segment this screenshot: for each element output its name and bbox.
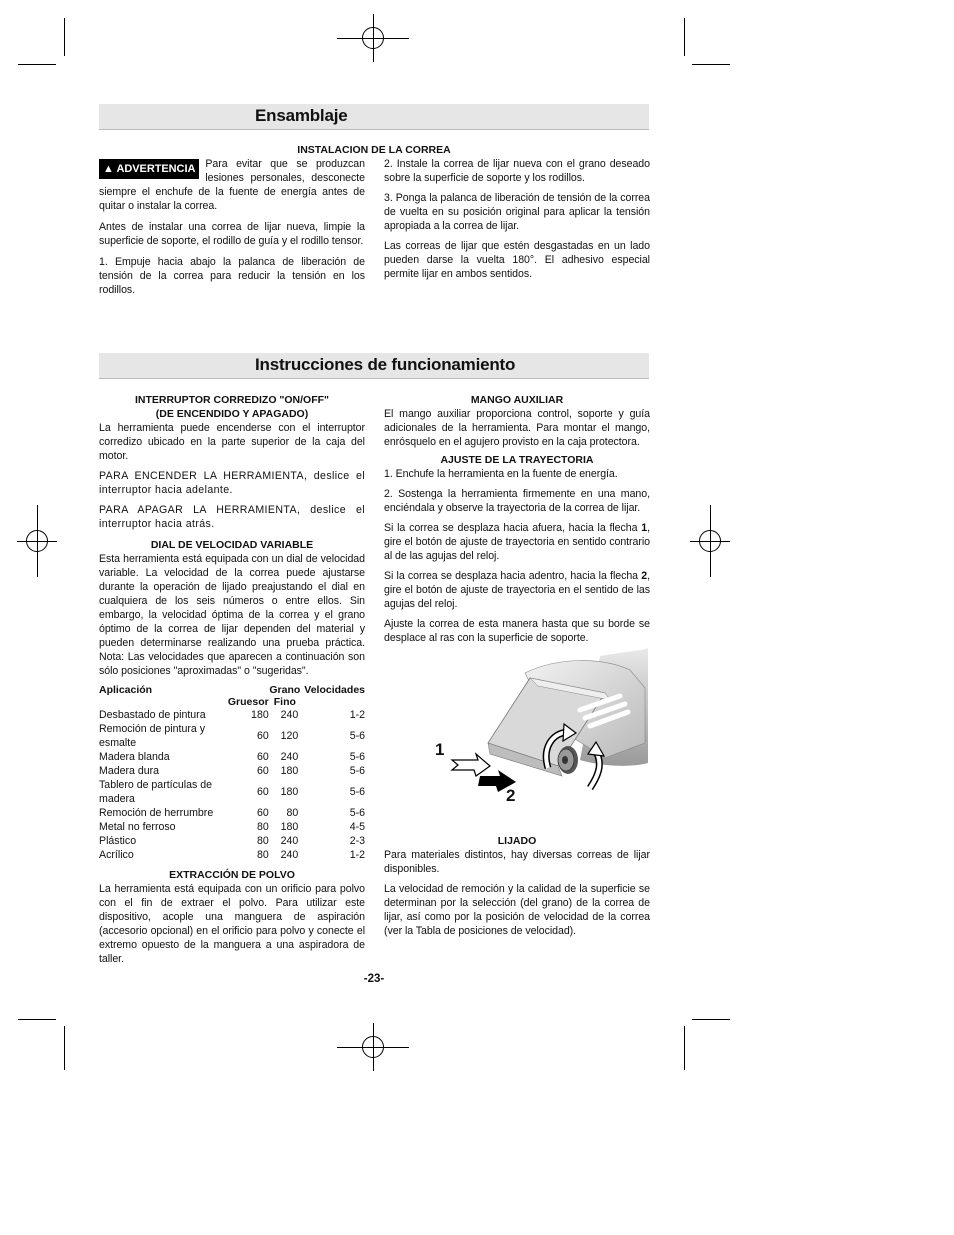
table-cell: 5-6 [349, 786, 365, 798]
warning-paragraph: ▲ ADVERTENCIA Para evitar que se produzcan lesiones personales, desconecte siempre el enchufe de la fuente de energía antes de quitar o instalar la correa. [99, 158, 365, 212]
table-cell: 60 [256, 765, 269, 777]
table-cell: 80 [286, 807, 299, 819]
subsection-heading: MANGO AUXILIAR [470, 394, 564, 406]
subsection-heading: DIAL DE VELOCIDAD VARIABLE [150, 539, 314, 551]
ensamblaje-right-column [384, 157, 650, 281]
table-cell: 60 [256, 751, 269, 763]
figure-label-1: 1 [435, 740, 445, 759]
paragraph: Las correas de lijar que estén desgastadas en un lado pueden darse la vuelta 180°. El adhesivo especial permite lijar en ambos sentidos. [384, 240, 650, 280]
section-title: Instrucciones de funcionamiento [255, 355, 516, 374]
table-cell: Remoción de herrumbre [99, 807, 214, 819]
paragraph: Si la correa se desplaza hacia afuera, hacia la flecha 1, gire el botón de ajuste de trayectoria en sentido contrario al de las agujas del reloj. [384, 522, 650, 562]
table-header: Grano [269, 684, 301, 696]
table-header: Velocidades [304, 684, 365, 696]
table-cell: 80 [256, 849, 269, 861]
table-cell: 80 [256, 821, 269, 833]
paragraph: Antes de instalar una correa de lijar nueva, limpie la superficie de soporte, el rodillo de guía y el rodillo tensor. [99, 221, 365, 247]
paragraph: La herramienta puede encenderse con el interruptor corredizo ubicado en la parte superior de la caja del motor. [99, 422, 365, 462]
tracking-adjustment-figure [430, 648, 650, 808]
table-cell: 120 [280, 730, 299, 742]
funcionamiento-right-column [384, 393, 650, 645]
section-header-ensamblaje [99, 104, 649, 130]
paragraph: Ajuste la correa de esta manera hasta que su borde se desplace al ras con la superficie de soporte. [384, 618, 650, 644]
paragraph: La herramienta está equipada con un orificio para polvo con el fin de extraer el polvo. Para utilizar este dispositivo, acople una manguera de aspiración (accesorio opcional) en el orificio para polvo y conecte el extremo opuesto de la manguera a una aspiradora de taller. [99, 883, 365, 965]
table-cell: 240 [280, 709, 299, 721]
table-cell: Madera blanda [99, 751, 170, 763]
table-header: Gruesor [227, 696, 269, 708]
table-cell: Plástico [99, 835, 137, 847]
crop-mark [684, 1026, 685, 1070]
crop-mark [692, 64, 730, 65]
table-cell: 80 [256, 835, 269, 847]
table-cell: 180 [280, 765, 299, 777]
table-cell: 180 [280, 786, 299, 798]
table-cell: Remoción de pintura y esmalte [99, 723, 205, 749]
table-row [99, 806, 365, 820]
table-row [99, 722, 365, 750]
subsection-heading: EXTRACCIÓN DE POLVO [169, 869, 295, 881]
table-cell: 180 [280, 821, 299, 833]
subsection-heading: (DE ENCENDIDO Y APAGADO) [155, 408, 309, 420]
paragraph: El mango auxiliar proporciona control, soporte y guía adicionales de la herramienta. Para montar el mango, enrósquelo en el agujero provisto en la caja protectora. [384, 408, 650, 448]
table-cell: Metal no ferroso [99, 821, 176, 833]
paragraph: PARA APAGAR LA HERRAMIENTA, deslice el interruptor hacia atrás. [99, 504, 365, 530]
paragraph: Para materiales distintos, hay diversas correas de lijar disponibles. [384, 849, 650, 875]
paragraph: 3. Ponga la palanca de liberación de tensión de la correa de vuelta en su posición original para aplicar la tensión apropiada a la correa de lijar. [384, 192, 650, 232]
subsection-heading: LIJADO [497, 835, 537, 847]
crop-mark [64, 1026, 65, 1070]
page-number: -23- [363, 973, 385, 985]
paragraph: 1. Empuje hacia abajo la palanca de liberación de tensión de la correa para reducir la tensión en los rodillos. [99, 256, 365, 296]
warning-badge: ▲ ADVERTENCIA [99, 159, 199, 179]
subsection-heading: INTERRUPTOR CORREDIZO "ON/OFF" [134, 394, 330, 406]
table-cell: Acrílico [99, 849, 134, 861]
paragraph: La velocidad de remoción y la calidad de la superficie se determinan por la selección (del grano) de la correa de lijar, así como por la posición de velocidad de la correa (ver la Tabla de posiciones de velocidad). [384, 883, 650, 937]
table-cell: 180 [251, 709, 269, 721]
funcionamiento-left-column [99, 393, 365, 966]
table-cell: 1-2 [349, 849, 365, 861]
table-row [99, 750, 365, 764]
table-cell: 2-3 [349, 835, 365, 847]
table-cell: 4-5 [349, 821, 365, 833]
table-cell: 60 [256, 807, 269, 819]
paragraph: Esta herramienta está equipada con un dial de velocidad variable. La velocidad de la correa puede ajustarse durante la operación de lijado preajustando el dial en cualquiera de los seis números o entre ellos. Sin embargo, la velocidad óptima de la correa y el grano óptimo de la correa de lijar dependen del material y pueden determinarse realizando una prueba práctica. Nota: Las velocidades que aparecen a continuación son sólo posiciones "aproximadas" o "sugeridas". [99, 553, 365, 677]
paragraph: PARA ENCENDER LA HERRAMIENTA, deslice el interruptor hacia adelante. [99, 470, 365, 496]
table-row [99, 820, 365, 834]
table-cell: 5-6 [349, 807, 365, 819]
crop-mark [64, 18, 65, 56]
paragraph: 2. Instale la correa de lijar nueva con el grano deseado sobre la superficie de soporte y los rodillos. [384, 158, 650, 184]
table-row [99, 778, 365, 806]
table-cell: 60 [256, 786, 269, 798]
crop-mark [684, 18, 685, 56]
table-cell: 1-2 [349, 709, 365, 721]
crop-mark [692, 1019, 730, 1020]
table-row [99, 708, 365, 722]
table-cell: 240 [280, 751, 299, 763]
paragraph: Si la correa se desplaza hacia adentro, hacia la flecha 2, gire el botón de ajuste de trayectoria en el sentido de las agujas del reloj. [384, 570, 650, 610]
table-header: Aplicación [99, 684, 153, 696]
table-header: Fino [273, 696, 296, 708]
paragraph: 2. Sostenga la herramienta firmemente en una mano, enciéndala y observe la trayectoria de la correa de lijar. [384, 488, 650, 514]
table-cell: 60 [256, 730, 269, 742]
ensamblaje-left-column [99, 157, 365, 297]
table-cell: 5-6 [349, 751, 365, 763]
sanding-section [384, 834, 650, 938]
table-row [99, 764, 365, 778]
table-cell: 240 [280, 835, 299, 847]
table-row [99, 834, 365, 848]
table-cell: 5-6 [349, 765, 365, 777]
table-cell: 240 [280, 849, 299, 861]
crop-mark [18, 64, 56, 65]
speed-table [99, 684, 365, 862]
table-cell: Madera dura [99, 765, 160, 777]
section-title: Ensamblaje [255, 106, 348, 125]
table-row [99, 848, 365, 862]
section-header-funcionamiento [99, 353, 649, 379]
warning-icon: ▲ [103, 163, 114, 175]
figure-label-2: 2 [506, 786, 516, 805]
table-cell: Desbastado de pintura [99, 709, 206, 721]
table-cell: 5-6 [349, 730, 365, 742]
table-cell: Tablero de partículas de madera [99, 779, 213, 805]
paragraph: 1. Enchufe la herramienta en la fuente de energía. [384, 468, 618, 480]
belt-sander-illustration [430, 648, 650, 808]
subsection-heading: INSTALACION DE LA CORREA [297, 144, 451, 156]
subsection-heading: AJUSTE DE LA TRAYECTORIA [440, 454, 594, 466]
crop-mark [18, 1019, 56, 1020]
